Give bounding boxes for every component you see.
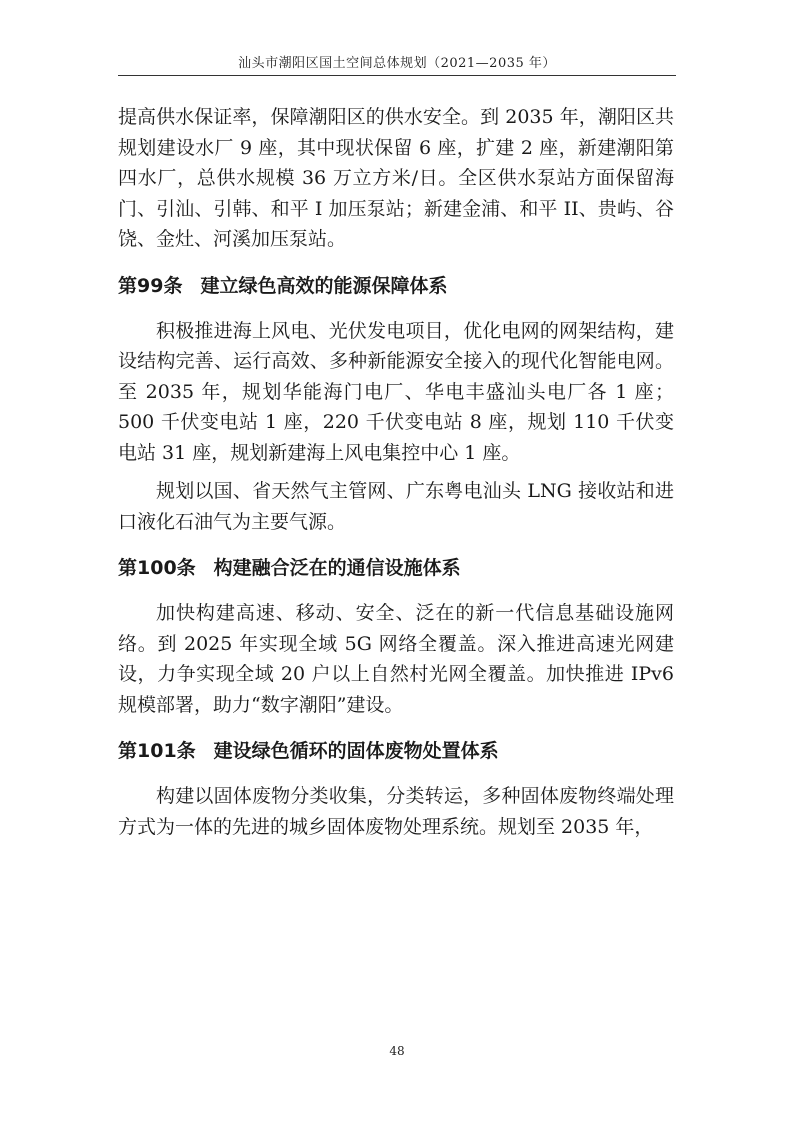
paragraph-solid-waste: 构建以固体废物分类收集，分类转运，多种固体废物终端处理方式为一体的先进的城乡固体废物处理系统。规划至 2035 年， <box>118 785 674 838</box>
paragraph-gas-source: 规划以国、省天然气主管网、广东粤电汕头 LNG 接收站和进口液化石油气为主要气源。 <box>118 480 674 533</box>
article-99-heading <box>118 271 674 301</box>
running-header: 汕头市潮阳区国土空间总体规划（2021—2035 年） <box>238 56 556 71</box>
page-body <box>118 102 674 842</box>
page-number: 48 <box>389 1044 405 1058</box>
paragraph-communications: 加快构建高速、移动、安全、泛在的新一代信息基础设施网络。到 2025 年实现全域 5G 网络全覆盖。深入推进高速光网建设，力争实现全域 20 户以上自然村光网全覆盖。加快推进 IPv6 规模部署，助力“数字潮阳”建设。 <box>118 602 674 716</box>
article-100-heading <box>118 553 674 583</box>
article-number: 第100条 <box>118 557 196 579</box>
paragraph-energy: 积极推进海上风电、光伏发电项目，优化电网的网架结构，建设结构完善、运行高效、多种新能源安全接入的现代化智能电网。至 2035 年，规划华能海门电厂、华电丰盛汕头电厂各 1 座；500 千伏变电站 1 座，220 千伏变电站 8 座，规划 110 千伏变电站 31 座，规划新建海上风电集控中心 1 座。 <box>118 319 674 464</box>
article-number: 第99条 <box>118 274 183 297</box>
header-rule <box>118 75 676 76</box>
article-number: 第101条 <box>118 740 196 762</box>
paragraph-water-supply: 提高供水保证率，保障潮阳区的供水安全。到 2035 年，潮阳区共规划建设水厂 9 座，其中现状保留 6 座，扩建 2 座，新建潮阳第四水厂，总供水规模 36 万立方米/日。全区供水泵站方面保留海门、引汕、引韩、和平 I 加压泵站；新建金浦、和平 II、贵屿、谷饶、金灶、河溪加压泵站。 <box>118 106 674 250</box>
article-title: 建立绿色高效的能源保障体系 <box>200 274 448 297</box>
article-title: 构建融合泛在的通信设施体系 <box>213 557 461 579</box>
article-101-heading <box>118 736 674 766</box>
article-title: 建设绿色循环的固体废物处置体系 <box>213 740 499 762</box>
